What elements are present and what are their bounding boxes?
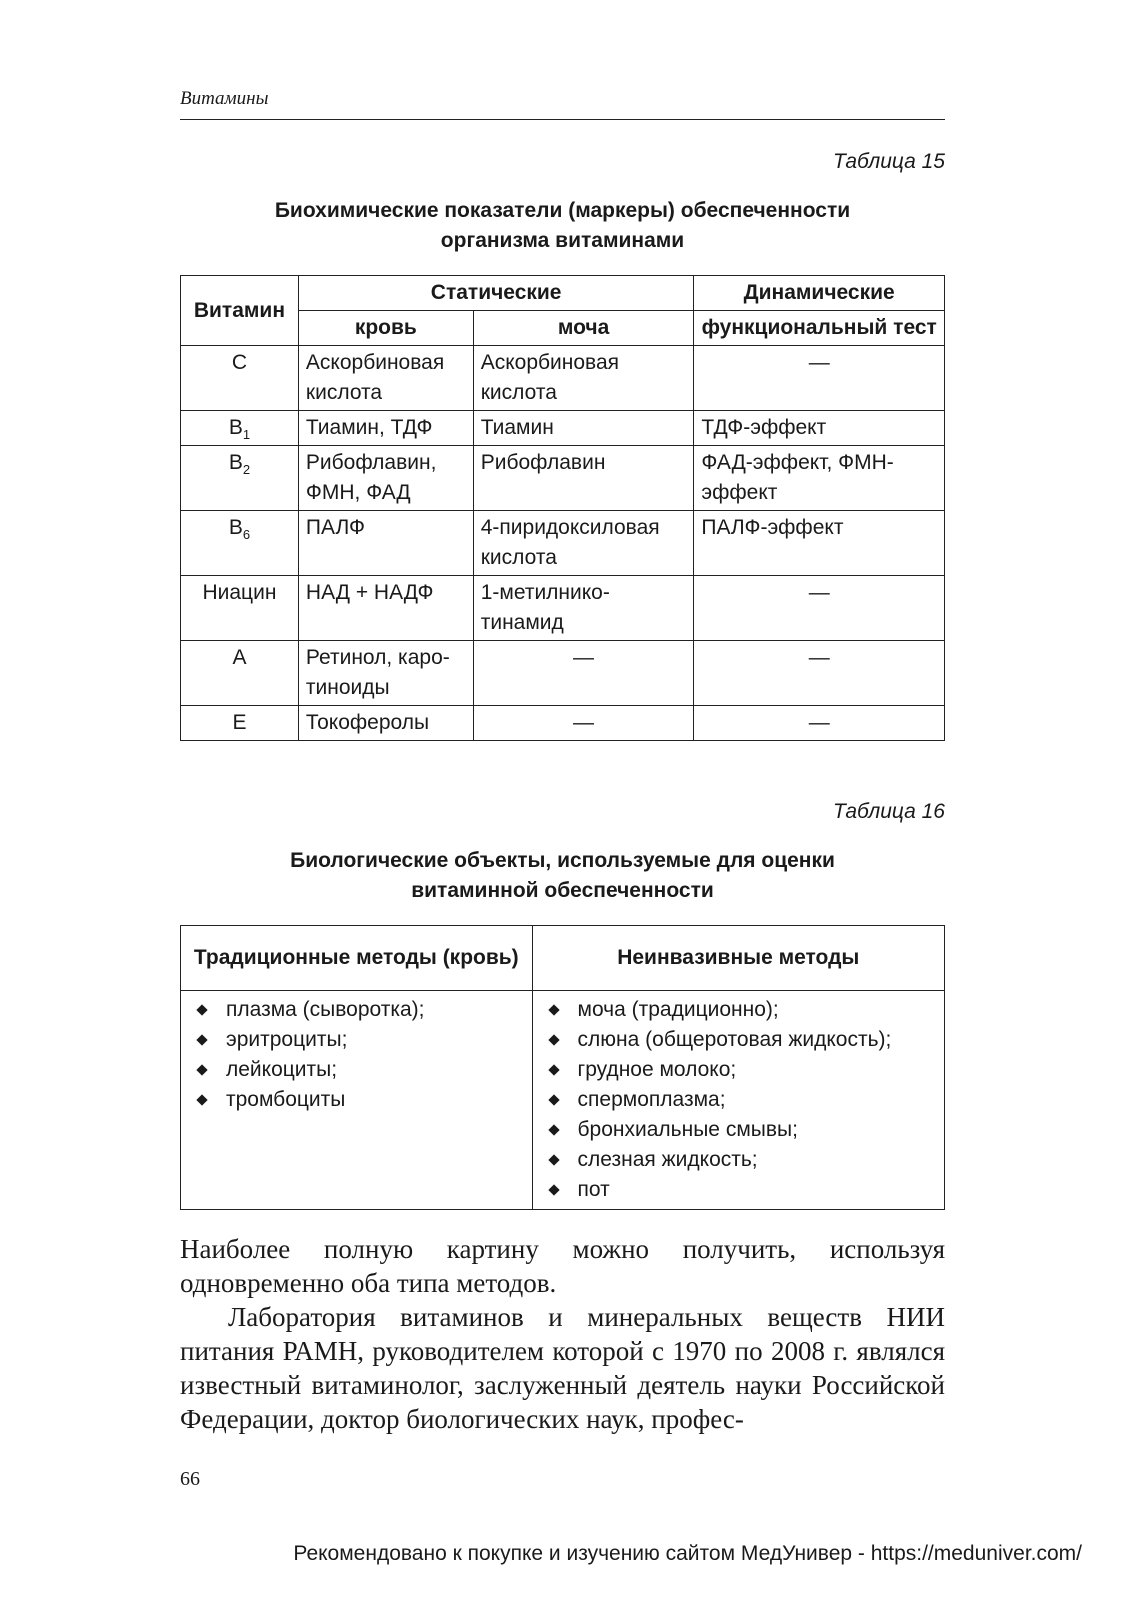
table-row — [181, 576, 945, 641]
table15-title — [180, 196, 945, 256]
table16-title-line2: витаминной обеспеченности — [411, 879, 714, 902]
test-cell: ФАД-эффект, ФМН-эффект — [694, 446, 945, 511]
table-row — [181, 346, 945, 411]
list-item: слезная жидкость; — [540, 1145, 937, 1175]
blood-cell: ПАЛФ — [298, 511, 473, 576]
table15-title-line2: организма витаминами — [440, 229, 685, 252]
list-item: грудное молоко; — [540, 1055, 937, 1085]
table-row — [181, 411, 945, 446]
table-row — [181, 706, 945, 741]
list-item: эритроциты; — [188, 1025, 525, 1055]
urine-cell: 4-пиридоксиловая кислота — [473, 511, 694, 576]
urine-cell: Рибофлавин — [473, 446, 694, 511]
test-cell: — — [694, 346, 945, 411]
list-item: тромбоциты — [188, 1085, 525, 1115]
blood-cell: Ретинол, каро-тиноиды — [298, 641, 473, 706]
body-text — [180, 1232, 945, 1436]
page-number: 66 — [180, 1468, 200, 1490]
vitamin-cell: Е — [181, 706, 299, 741]
list-item: лейкоциты; — [188, 1055, 525, 1085]
list-item: моча (традиционно); — [540, 995, 937, 1025]
table-row — [181, 991, 945, 1210]
blood-cell: Аскорбиновая кислота — [298, 346, 473, 411]
list-item: пот — [540, 1175, 937, 1205]
blood-cell: Токоферолы — [298, 706, 473, 741]
table15-label: Таблица 15 — [832, 150, 945, 173]
paragraph: Наиболее полную картину можно получить, используя одновременно оба типа методов. — [180, 1234, 945, 1298]
list-item: бронхиальные смывы; — [540, 1115, 937, 1145]
vitamin-cell: А — [181, 641, 299, 706]
traditional-list-cell — [181, 991, 533, 1210]
test-cell: ПАЛФ-эффект — [694, 511, 945, 576]
vitamin-cell: $B_1$ — [181, 411, 299, 446]
footer-recommendation: Рекомендовано к покупке и изучению сайтом МедУнивер - https://meduniver.com/ — [293, 1542, 1082, 1565]
table-row — [181, 511, 945, 576]
running-title: Витамины — [180, 88, 269, 109]
col-traditional-methods: Традиционные методы (кровь) — [181, 926, 533, 991]
test-cell: ТДФ-эффект — [694, 411, 945, 446]
vitamin-cell: $B_2$ — [181, 446, 299, 511]
col-static: Статические — [298, 276, 693, 311]
col-blood: кровь — [298, 311, 473, 346]
blood-cell: НАД + НАДФ — [298, 576, 473, 641]
vitamin-markers-table — [180, 275, 945, 741]
vitamin-cell: C — [181, 346, 299, 411]
col-dynamic: Динамические — [694, 276, 945, 311]
test-cell: — — [694, 641, 945, 706]
list-item: спермоплазма; — [540, 1085, 937, 1115]
list-item: плазма (сыворотка); — [188, 995, 525, 1025]
vitamin-cell: Ниацин — [181, 576, 299, 641]
table-row — [181, 446, 945, 511]
table16-label: Таблица 16 — [832, 800, 945, 823]
test-cell: — — [694, 706, 945, 741]
vitamin-cell: $B_6$ — [181, 511, 299, 576]
urine-cell: — — [473, 641, 694, 706]
biological-objects-table — [180, 925, 945, 1210]
col-vitamin: Витамин — [181, 276, 299, 346]
col-functional-test: функциональный тест — [694, 311, 945, 346]
blood-cell: Рибофлавин, ФМН, ФАД — [298, 446, 473, 511]
table16-title — [180, 846, 945, 906]
blood-cell: Тиамин, ТДФ — [298, 411, 473, 446]
table-row — [181, 641, 945, 706]
table16-title-line1: Биологические объекты, используемые для оценки — [290, 849, 835, 872]
traditional-list — [188, 995, 525, 1115]
list-item: слюна (общеротовая жидкость); — [540, 1025, 937, 1055]
urine-cell: Аскорбиновая кислота — [473, 346, 694, 411]
col-noninvasive-methods: Неинвазивные методы — [532, 926, 944, 991]
urine-cell: Тиамин — [473, 411, 694, 446]
urine-cell: — — [473, 706, 694, 741]
noninvasive-list — [540, 995, 937, 1205]
col-urine: моча — [473, 311, 694, 346]
test-cell: — — [694, 576, 945, 641]
urine-cell: 1-метилнико-тинамид — [473, 576, 694, 641]
header-rule — [180, 119, 945, 120]
table15-title-line1: Биохимические показатели (маркеры) обеспеченности — [274, 199, 851, 222]
noninvasive-list-cell — [532, 991, 944, 1210]
paragraph: Лаборатория витаминов и минеральных веществ НИИ питания РАМН, руководителем которой с 1970 по 2008 г. являлся известный витаминолог, заслуженный деятель науки Российской Федерации, доктор биологических наук, профес- — [180, 1302, 945, 1434]
